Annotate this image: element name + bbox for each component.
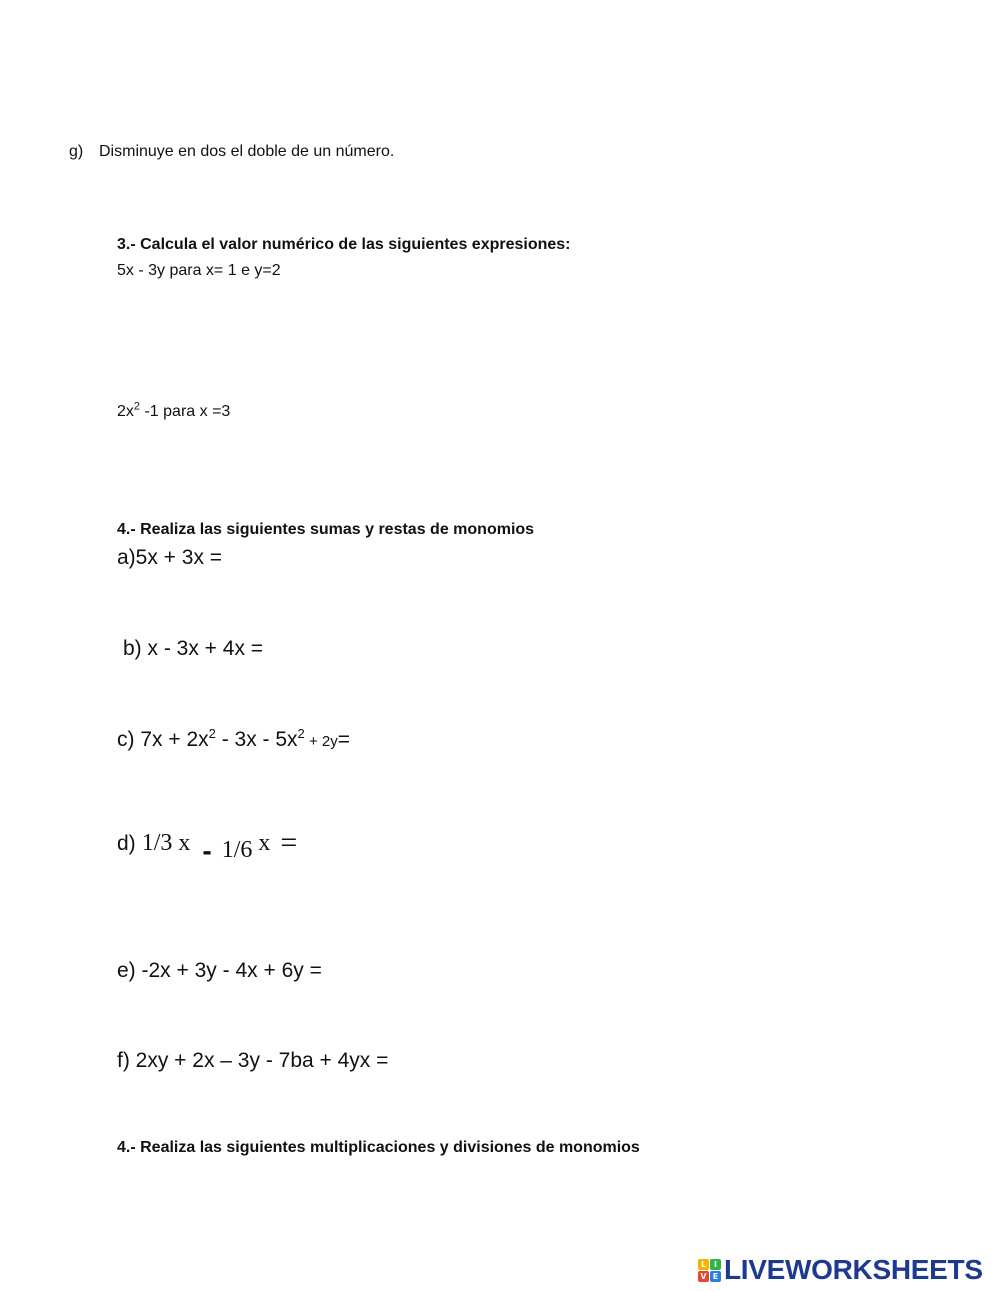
exercise-d-minus: - (202, 835, 212, 866)
item-g-text: Disminuye en dos el doble de un número. (99, 143, 395, 160)
logo-block-v: V (698, 1271, 709, 1282)
exercise-d-label: d) (117, 832, 136, 855)
logo-wordmark: LIVEWORKSHEETS (724, 1254, 983, 1285)
exercise-c (117, 728, 350, 752)
exercise-d-equals: = (280, 826, 298, 859)
logo-block-l: L (698, 1259, 709, 1270)
exercise-d (117, 824, 297, 864)
expression-2 (117, 400, 231, 421)
exercise-c-exponent-1: 2 (208, 726, 216, 741)
logo-block-e: E (710, 1271, 721, 1282)
liveworksheets-logo (698, 1254, 983, 1286)
expression-2-exponent: 2 (133, 400, 141, 413)
section-5-heading: 4.- Realiza las siguientes multiplicaciones y divisiones de monomios (117, 1139, 640, 1156)
expression-2-rest: -1 para x =3 (140, 403, 231, 420)
exercise-c-part1: c) 7x + 2x (117, 728, 209, 751)
exercise-e: e) -2x + 3y - 4x + 6y = (117, 959, 322, 982)
exercise-c-exponent-2: 2 (297, 726, 305, 741)
expression-2-base: 2x (117, 403, 134, 420)
exercise-b: b) x - 3x + 4x = (123, 637, 264, 660)
logo-blocks-icon (698, 1259, 721, 1282)
item-g-letter: g) (69, 143, 84, 160)
section-3-heading: 3.- Calcula el valor numérico de las siguientes expresiones: (117, 236, 571, 253)
exercise-d-term-2: 1/6 (221, 837, 253, 863)
exercise-d-term-1: 1/3 x (141, 830, 191, 856)
exercise-f: f) 2xy + 2x – 3y - 7ba + 4yx = (117, 1049, 389, 1072)
section-4-heading: 4.- Realiza las siguientes sumas y restas de monomios (117, 521, 535, 538)
expression-1: 5x - 3y para x= 1 e y=2 (117, 262, 281, 279)
exercise-c-part2: - 3x - 5x (215, 728, 298, 751)
exercise-c-equals: = (337, 728, 350, 751)
exercise-c-part3: + 2y (304, 733, 338, 750)
logo-block-i: I (710, 1259, 721, 1270)
exercise-d-variable: x (258, 830, 271, 856)
exercise-a: a)5x + 3x = (117, 546, 223, 569)
